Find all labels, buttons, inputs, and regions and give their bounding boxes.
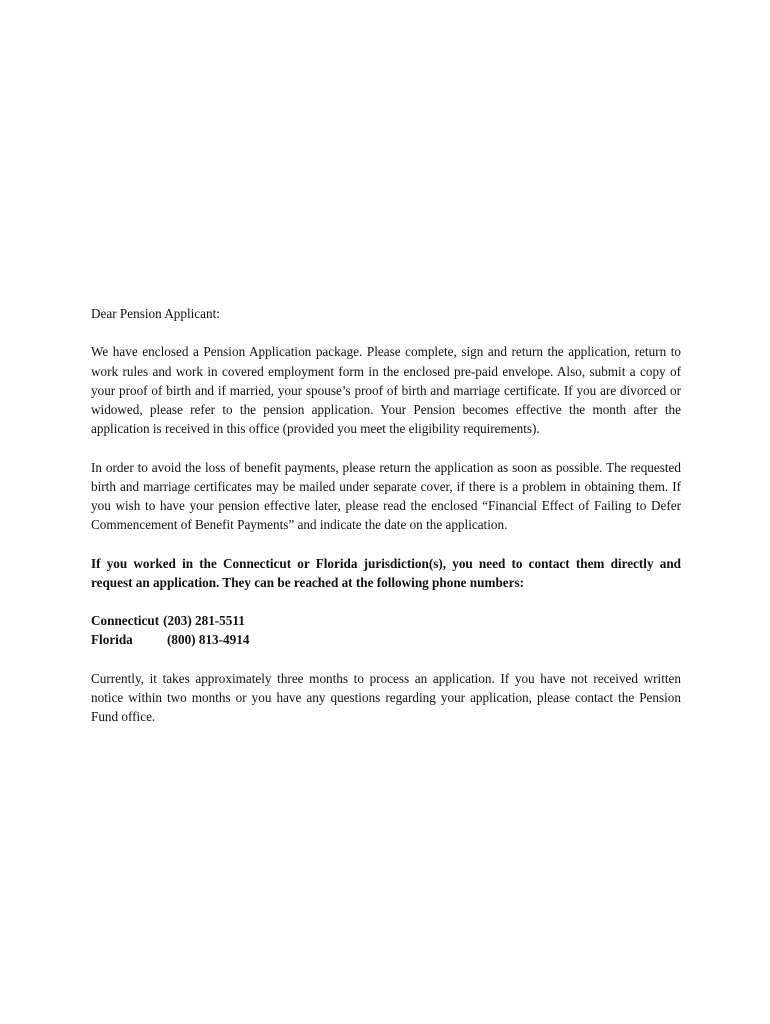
salutation: Dear Pension Applicant: [91,306,220,321]
jurisdiction-notice: If you worked in the Connecticut or Florida jurisdiction(s), you need to contact them directly and request an application. They can be reached at the following phone numbers: [91,555,681,590]
contact-label: Connecticut [91,613,160,629]
paragraph-processing-time: Currently, it takes approximately three months to process an application. If you have not received written notice within two months or you have any questions regarding your application, please contact the Pension Fund office. [91,670,681,725]
letter-body [91,304,681,746]
paragraph-enclosed-package: We have enclosed a Pension Application package. Please complete, sign and return the application, return to work rules and work in covered employment form in the enclosed pre-paid envelope. Also, submit a copy of your proof of birth and if married, your spouse’s proof of birth and marriage certificate. If you are divorced or widowed, please refer to the pension application. Your Pension becomes effective the month after the application is received in this office (provided you meet the eligibility requirements). [91,344,681,437]
contact-phone: (203) 281-5511 [163,613,245,629]
paragraph-avoid-loss: In order to avoid the loss of benefit payments, please return the application as soon as possible. The requested birth and marriage certificates may be mailed under separate cover, if there is a problem in obtaining them. If you wish to have your pension effective later, please read the enclosed “Financial Effect of Failing to Defer Commencement of Benefit Payments” and indicate the date on the application. [91,459,681,533]
contact-phone: (800) 813-4914 [167,632,250,648]
contact-row-connecticut [91,611,681,630]
contact-row-florida [91,630,681,649]
contact-label: Florida [91,632,133,648]
contact-phone-list [91,611,681,649]
